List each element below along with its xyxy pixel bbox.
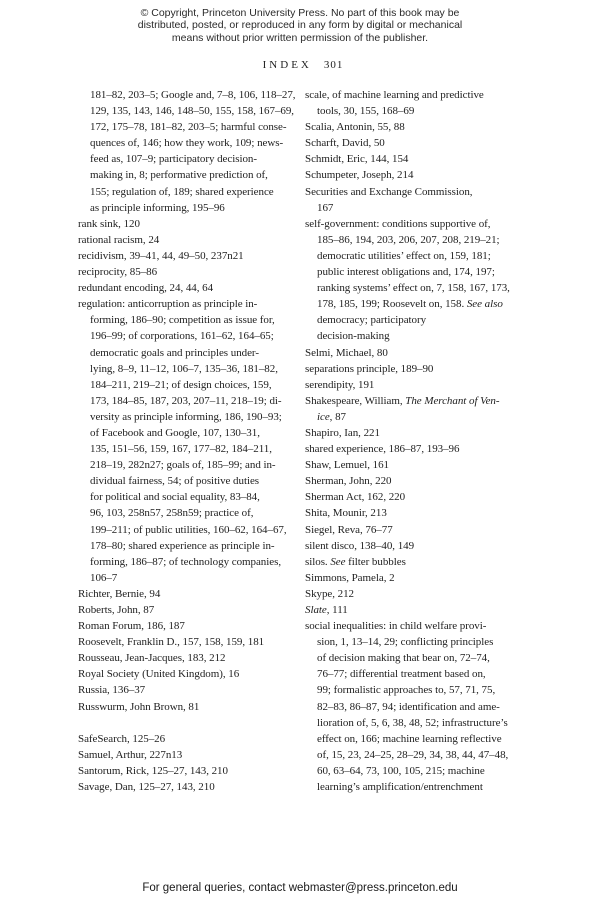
index-line: Rousseau, Jean-Jacques, 183, 212 — [78, 652, 226, 665]
index-line: 184–211, 219–21; of design choices, 159, — [90, 378, 272, 391]
page-header — [3, 59, 600, 71]
index-line: learning’s amplification/entrenchment — [317, 781, 483, 794]
index-line: Simmons, Pamela, 2 — [305, 571, 395, 584]
index-column-left — [78, 87, 296, 795]
index-line: Securities and Exchange Commission, — [305, 185, 473, 198]
index-line: Sherman, John, 220 — [305, 475, 392, 488]
section-title: INDEX — [262, 59, 312, 71]
index-line: 82–83, 86–87, 94; identification and ame- — [317, 700, 500, 713]
index-line: for political and social equality, 83–84, — [90, 491, 260, 504]
index-line: Samuel, Arthur, 227n13 — [78, 748, 183, 761]
index-column-right — [305, 87, 523, 795]
index-line: Selmi, Michael, 80 — [305, 346, 388, 359]
blank-line — [78, 715, 296, 731]
index-line: 173, 184–85, 187, 203, 207–11, 218–19; di- — [90, 394, 282, 407]
index-line: Skype, 212 — [305, 587, 355, 600]
index-line: Russwurm, John Brown, 81 — [78, 700, 200, 713]
index-line: Russia, 136–37 — [78, 684, 146, 697]
index-line: 218–19, 282n27; goals of, 185–99; and in- — [90, 459, 276, 472]
copyright-line-3: means without prior written permission of the publisher. — [171, 31, 429, 44]
index-line: 178–80; shared experience as principle in- — [90, 539, 275, 552]
index-line: 181–82, 203–5; Google and, 7–8, 106, 118–27, — [90, 89, 296, 101]
index-line: 167 — [317, 201, 334, 214]
index-line: quences of, 146; how they work, 109; news- — [90, 137, 284, 150]
index-line: ranking systems’ effect on, 7, 158, 167, 173, — [317, 282, 510, 295]
index-line: 76–77; differential treatment based on, — [317, 668, 486, 681]
index-line: Richter, Bernie, 94 — [78, 587, 161, 600]
index-line: Royal Society (United Kingdom), 16 — [78, 668, 240, 681]
index-line: Shaw, Lemuel, 161 — [305, 459, 389, 472]
index-line: Shakespeare, William, The Merchant of Ven- — [305, 394, 500, 407]
index-line: lying, 8–9, 11–12, 106–7, 135–36, 181–82, — [90, 362, 278, 375]
index-columns — [78, 87, 523, 795]
index-line: 155; regulation of, 189; shared experience — [90, 185, 274, 198]
index-line: 172, 175–78, 181–82, 203–5; harmful conse- — [90, 121, 287, 134]
index-line: Shita, Mounir, 213 — [305, 507, 387, 520]
index-line: Savage, Dan, 125–27, 143, 210 — [78, 781, 215, 794]
index-line: Scharft, David, 50 — [305, 137, 385, 150]
index-line: 99; formalistic approaches to, 57, 71, 75, — [317, 684, 496, 697]
index-line: public interest obligations and, 174, 197; — [317, 266, 495, 279]
index-line: 96, 103, 258n57, 258n59; practice of, — [90, 507, 254, 520]
index-line: redundant encoding, 24, 44, 64 — [78, 282, 214, 295]
index-line: dividual fairness, 54; of positive duties — [90, 475, 260, 488]
index-line: Slate, 111 — [305, 604, 348, 616]
index-line: sion, 1, 13–14, 29; conflicting principles — [317, 636, 494, 649]
index-line: 199–211; of public utilities, 160–62, 164–67, — [90, 523, 287, 536]
index-line: 129, 135, 143, 146, 148–50, 155, 158, 167–69, — [90, 105, 295, 118]
index-line: as principle informing, 195–96 — [90, 201, 225, 214]
index-line: 185–86, 194, 203, 206, 207, 208, 219–21; — [317, 233, 500, 246]
index-line: rank sink, 120 — [78, 217, 140, 230]
index-line: of Facebook and Google, 107, 130–31, — [90, 426, 260, 439]
index-line: forming, 186–90; competition as issue for, — [90, 314, 275, 327]
index-line: 60, 63–64, 73, 100, 105, 215; machine — [317, 764, 485, 777]
footer-contact: For general queries, contact webmaster@press.princeton.edu — [142, 882, 458, 894]
index-line: regulation: anticorruption as principle in- — [78, 298, 258, 311]
index-line: silos. See filter bubbles — [305, 555, 406, 568]
index-line: shared experience, 186–87, 193–96 — [305, 443, 460, 456]
index-line: Roman Forum, 186, 187 — [78, 620, 185, 633]
index-line: Siegel, Reva, 76–77 — [305, 523, 393, 536]
index-line: 196–99; of corporations, 161–62, 164–65; — [90, 330, 274, 343]
index-line: self-government: conditions supportive of, — [305, 217, 491, 230]
index-line: of, 15, 23, 24–25, 28–29, 34, 38, 44, 47–48, — [317, 748, 509, 761]
index-line: Schumpeter, Joseph, 214 — [305, 169, 414, 182]
copyright-line-1: © Copyright, Princeton University Press. No part of this book may be — [140, 7, 460, 19]
index-line: 106–7 — [90, 571, 118, 584]
index-line: democracy; participatory — [317, 314, 427, 327]
index-line: making in, 8; performative prediction of, — [90, 169, 268, 182]
index-line: social inequalities: in child welfare provi- — [305, 620, 487, 633]
index-line: Santorum, Rick, 125–27, 143, 210 — [78, 764, 228, 777]
index-line: versity as principle informing, 186, 190–93; — [90, 410, 282, 423]
index-line: serendipity, 191 — [305, 378, 375, 391]
index-line: Shapiro, Ian, 221 — [305, 426, 380, 439]
index-line: feed as, 107–9; participatory decision- — [90, 153, 257, 166]
index-line: scale, of machine learning and predictive — [305, 89, 484, 101]
copyright-line-2: distributed, posted, or reproduced in any form by digital or mechanical — [137, 19, 463, 32]
index-line: SafeSearch, 125–26 — [78, 732, 166, 745]
index-line: lioration of, 5, 6, 38, 48, 52; infrastructure’s — [317, 716, 508, 729]
index-line: tools, 30, 155, 168–69 — [317, 105, 415, 118]
index-line: silent disco, 138–40, 149 — [305, 539, 415, 552]
copyright-notice — [0, 7, 600, 44]
index-line: Schmidt, Eric, 144, 154 — [305, 153, 409, 166]
index-line: ice, 87 — [317, 410, 346, 423]
index-line: rational racism, 24 — [78, 233, 160, 246]
index-line: Roosevelt, Franklin D., 157, 158, 159, 181 — [78, 636, 265, 649]
index-line: Roberts, John, 87 — [78, 604, 155, 616]
index-line: Scalia, Antonin, 55, 88 — [305, 121, 405, 134]
index-line: 135, 151–56, 159, 167, 177–82, 184–211, — [90, 443, 272, 456]
index-line: democratic utilities’ effect on, 159, 181; — [317, 249, 491, 262]
index-line: of decision making that bear on, 72–74, — [317, 652, 490, 665]
index-line: democratic goals and principles under- — [90, 346, 259, 359]
index-line: decision-making — [317, 330, 390, 343]
index-line: separations principle, 189–90 — [305, 362, 434, 375]
index-line: Sherman Act, 162, 220 — [305, 491, 406, 504]
index-line: forming, 186–87; of technology companies, — [90, 555, 282, 568]
page-number: 301 — [323, 59, 344, 71]
index-line: 178, 185, 199; Roosevelt on, 158. See also — [317, 298, 503, 311]
index-line: reciprocity, 85–86 — [78, 266, 158, 279]
index-line: recidivism, 39–41, 44, 49–50, 237n21 — [78, 249, 244, 262]
index-line: effect on, 166; machine learning reflective — [317, 732, 502, 745]
